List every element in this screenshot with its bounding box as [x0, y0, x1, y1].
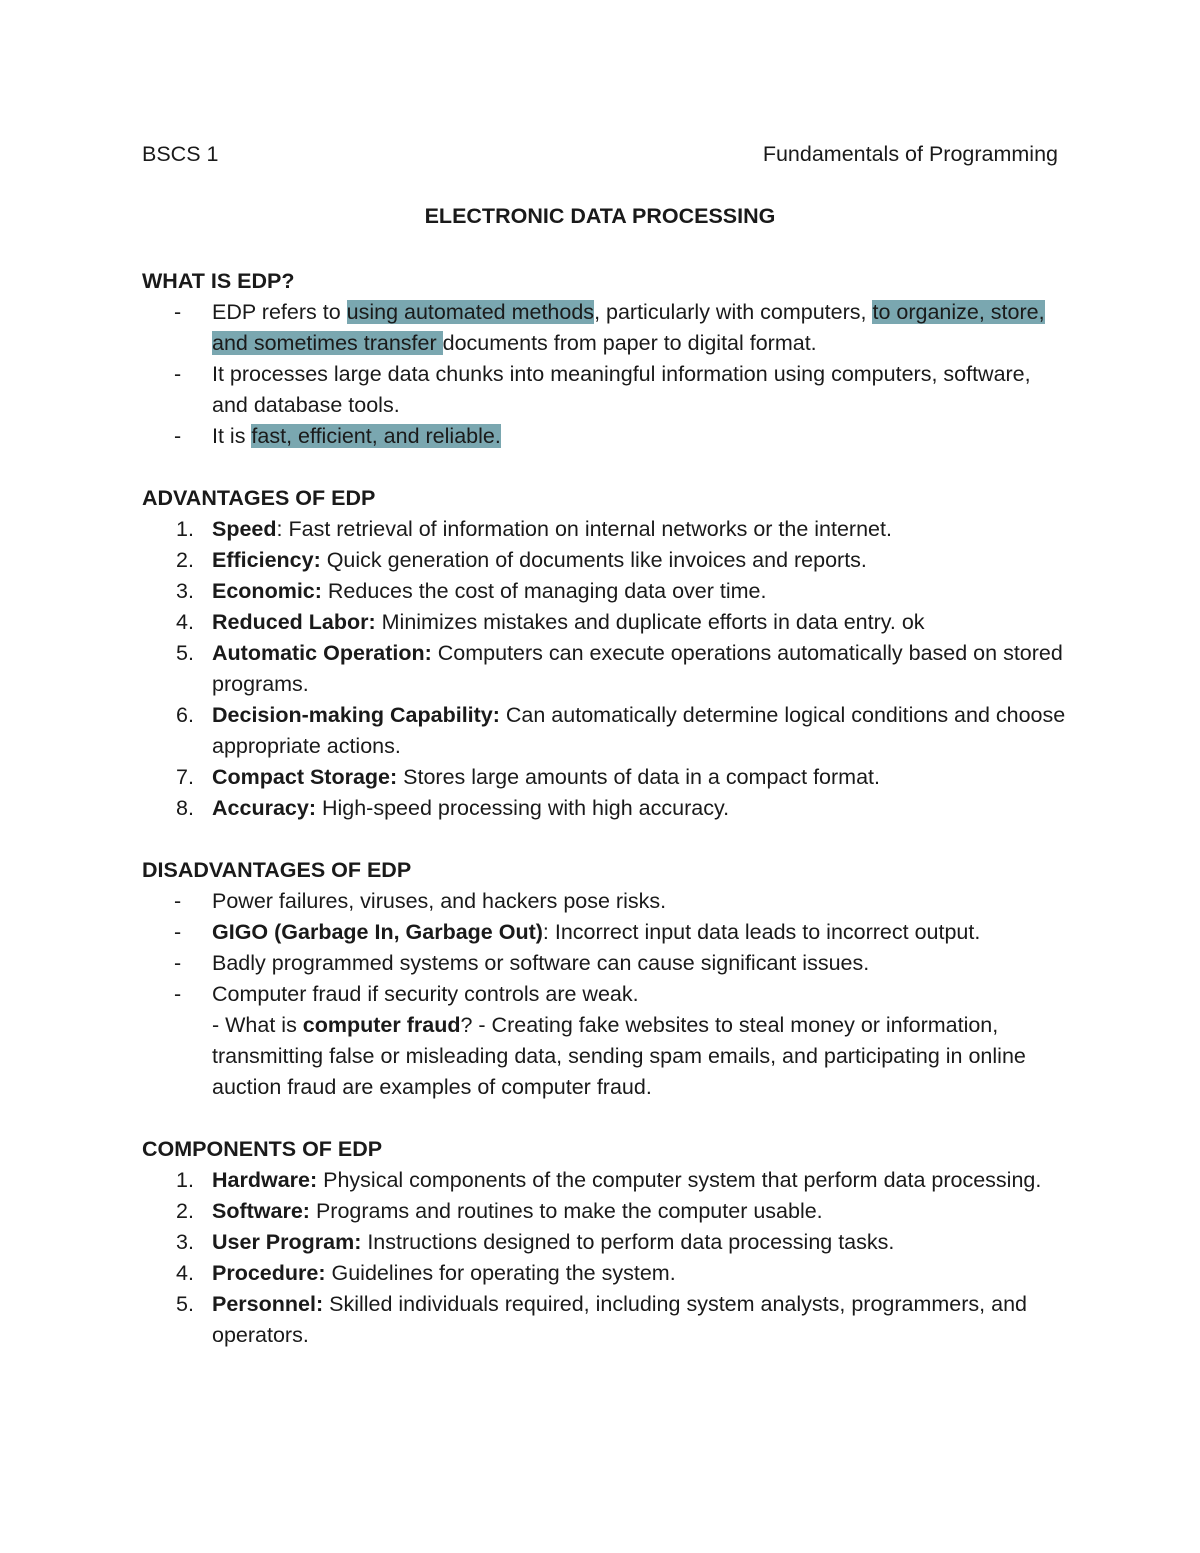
dash-marker: - — [174, 982, 182, 1006]
list-item — [142, 793, 1067, 824]
text: EDP refers to — [212, 300, 347, 324]
section-heading: WHAT IS EDP? — [142, 269, 295, 293]
dash-marker: - — [174, 889, 182, 913]
numbered-list — [142, 514, 1067, 824]
description: Computers can execute operations automatically based on stored programs. — [212, 641, 1063, 696]
text: documents from paper to digital format. — [442, 331, 817, 355]
section-heading: COMPONENTS OF EDP — [142, 1137, 383, 1161]
highlighted-text: fast, efficient, and reliable. — [251, 424, 501, 448]
description: Quick generation of documents like invoices and reports. — [320, 548, 867, 572]
dash-marker: - — [174, 951, 182, 975]
term: Accuracy: — [212, 796, 316, 820]
term: Decision-making Capability: — [212, 703, 500, 727]
text: Computer fraud if security controls are weak. — [212, 982, 639, 1006]
list-number: 5. — [176, 641, 194, 665]
list-item — [142, 359, 1067, 421]
list-item — [142, 576, 1067, 607]
list-number: 5. — [176, 1292, 194, 1316]
description: Can automatically determine logical conditions and choose appropriate actions. — [212, 703, 1066, 758]
term: Procedure: — [212, 1261, 326, 1285]
list-item — [142, 514, 1067, 545]
dash-marker: - — [174, 362, 182, 386]
list-number: 2. — [176, 1199, 194, 1223]
list-item — [142, 917, 1067, 948]
description: Stores large amounts of data in a compact format. — [397, 765, 880, 789]
text: It is — [212, 424, 252, 448]
list-number: 1. — [176, 1168, 194, 1192]
description: High-speed processing with high accuracy. — [315, 796, 730, 820]
list-number: 6. — [176, 703, 194, 727]
list-item — [142, 1258, 1067, 1289]
list-item — [142, 1289, 1067, 1351]
list-item — [142, 1165, 1067, 1196]
header-course: BSCS 1 — [142, 142, 219, 166]
text: Badly programmed systems or software can cause significant issues. — [212, 951, 870, 975]
list-item — [142, 545, 1067, 576]
dash-marker: - — [174, 300, 182, 324]
highlighted-text: to organize, store, and sometimes transfer — [212, 300, 1045, 355]
section-disadvantages — [142, 855, 1067, 1103]
numbered-list — [142, 1165, 1067, 1351]
description: Physical components of the computer system that perform data processing. — [317, 1168, 1042, 1192]
header-subject: Fundamentals of Programming — [762, 142, 1058, 166]
list-item — [142, 297, 1067, 359]
list-number: 3. — [176, 579, 194, 603]
list-number: 2. — [176, 548, 194, 572]
document-title: ELECTRONIC DATA PROCESSING — [424, 204, 776, 228]
bullet-list — [142, 297, 1067, 452]
section-components — [142, 1134, 1067, 1351]
term: GIGO (Garbage In, Garbage Out) — [212, 920, 543, 944]
dash-marker: - — [174, 424, 182, 448]
section-heading: ADVANTAGES OF EDP — [142, 486, 376, 510]
section-advantages — [142, 483, 1067, 824]
list-item — [142, 979, 1067, 1103]
term: Economic: — [212, 579, 322, 603]
list-item — [142, 638, 1067, 700]
section-heading: DISADVANTAGES OF EDP — [142, 858, 412, 882]
list-number: 4. — [176, 610, 194, 634]
description: Instructions designed to perform data processing tasks. — [361, 1230, 895, 1254]
text: Power failures, viruses, and hackers pose risks. — [212, 889, 667, 913]
list-number: 4. — [176, 1261, 194, 1285]
list-item — [142, 1227, 1067, 1258]
list-item — [142, 948, 1067, 979]
list-item — [142, 1196, 1067, 1227]
term: Efficiency: — [212, 548, 321, 572]
description: Programs and routines to make the computer usable. — [309, 1199, 823, 1223]
computer-fraud-note — [212, 1010, 1067, 1103]
term: Personnel: — [212, 1292, 324, 1316]
description: : Incorrect input data leads to incorrect output. — [542, 920, 981, 944]
term: Hardware: — [212, 1168, 318, 1192]
list-item — [142, 700, 1067, 762]
dash-marker: - — [174, 920, 182, 944]
term: Compact Storage: — [212, 765, 398, 789]
section-what-is-edp — [142, 266, 1067, 452]
list-item — [142, 762, 1067, 793]
list-item — [142, 607, 1067, 638]
description: Minimizes mistakes and duplicate efforts in data entry. ok — [375, 610, 925, 634]
text: It processes large data chunks into meaningful information using computers, software, and database tools. — [212, 362, 1031, 417]
term: Reduced Labor: — [212, 610, 376, 634]
term: Automatic Operation: — [212, 641, 432, 665]
document-body — [142, 266, 1067, 1382]
description: : Fast retrieval of information on internal networks or the internet. — [276, 517, 892, 541]
description: Reduces the cost of managing data over time. — [321, 579, 767, 603]
text: , particularly with computers, — [594, 300, 873, 324]
note-term: computer fraud — [302, 1013, 461, 1037]
term: Speed — [212, 517, 277, 541]
list-number: 1. — [176, 517, 194, 541]
list-item — [142, 886, 1067, 917]
note-text: ? - Creating fake websites to steal money or information, transmitting false or misleading data, sending spam emails, and participating in online auction fraud are examples of computer fraud. — [212, 1013, 1026, 1099]
description: Guidelines for operating the system. — [325, 1261, 676, 1285]
term: Software: — [212, 1199, 310, 1223]
bullet-list — [142, 886, 1067, 1103]
list-number: 7. — [176, 765, 194, 789]
note-prefix: - What is — [212, 1013, 303, 1037]
list-number: 3. — [176, 1230, 194, 1254]
highlighted-text: using automated methods — [346, 300, 595, 324]
description: Skilled individuals required, including system analysts, programmers, and operators. — [212, 1292, 1027, 1347]
term: User Program: — [212, 1230, 362, 1254]
list-item — [142, 421, 1067, 452]
list-number: 8. — [176, 796, 194, 820]
